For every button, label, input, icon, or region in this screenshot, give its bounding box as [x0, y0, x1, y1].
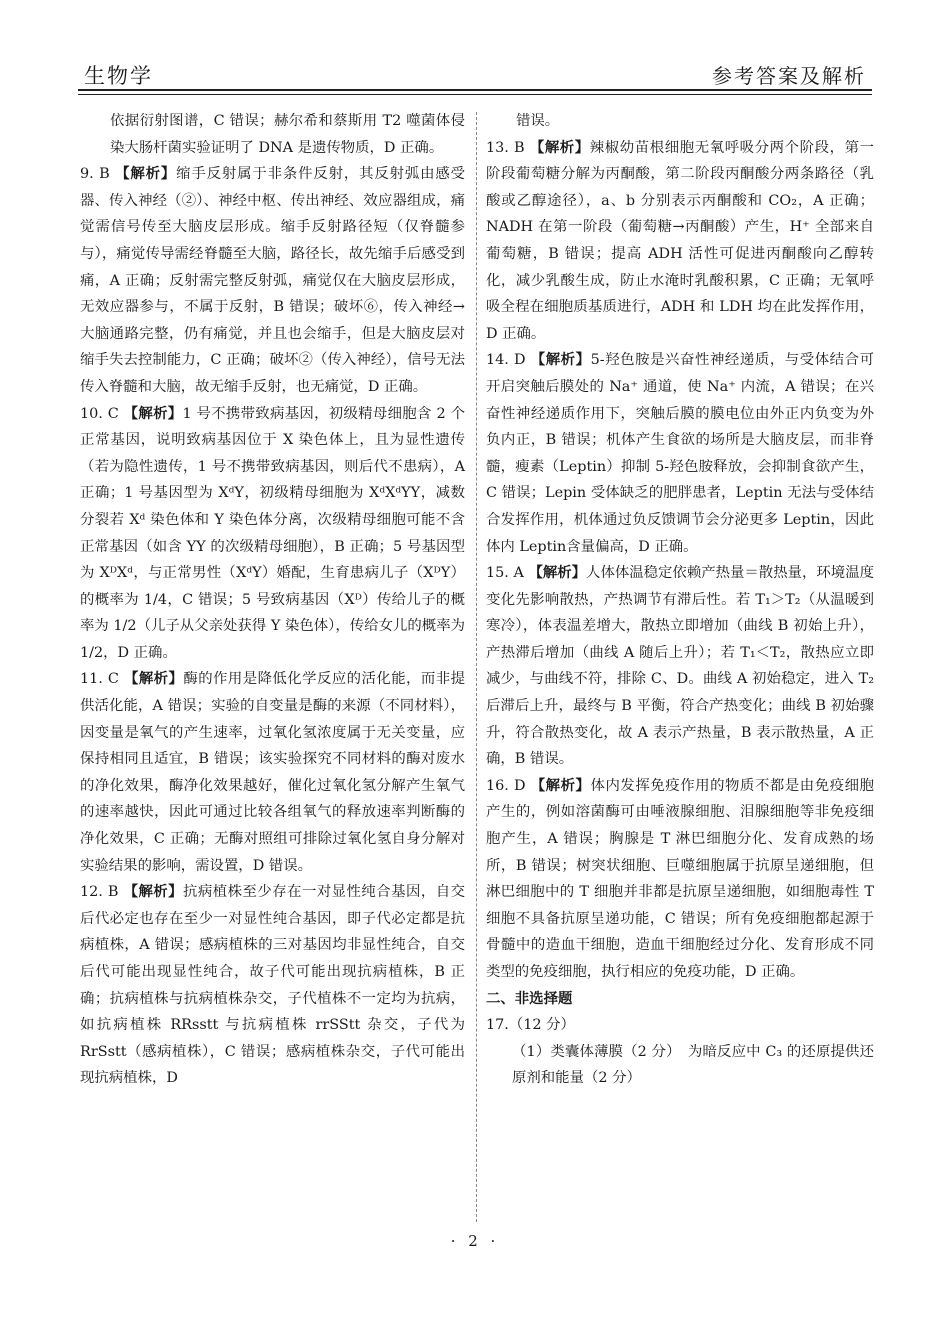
answer-9 — [80, 161, 465, 400]
analysis-text: 5-羟色胺是兴奋性神经递质，与受体结合可开启突触后膜处的 Na⁺ 通道，使 Na⁺ 内流，A 错误；在兴奋性神经递质作用下，突触后膜的膜电位由外正内负变为外负内正，B 错误；机体产生食欲的场所是大脑皮层，而非脊髓，瘦素（Leptin）抑制 5-羟色胺释放，会抑制食欲产生，C 错误；Lepin 受体缺乏的肥胖患者，Leptin 无法与受体结合发挥作用，机体通过负反馈调节会分泌更多 Leptin，因此体内 Leptin含量偏高，D 正确。 — [486, 352, 874, 555]
answer-number: 14. D — [486, 352, 526, 369]
column-divider — [476, 112, 477, 1222]
answer-number: 12. B — [80, 884, 119, 901]
answer-12 — [80, 879, 465, 1092]
analysis-text: 人体体温稳定依赖产热量＝散热量，环境温度变化先影响散热，产热调节有滞后性。若 T₁＞T₂（从温暖到寒冷），体表温差增大，散热立即增加（曲线 B 初始上升），产热滞后增加（曲线 A 随后上升）；若 T₁＜T₂，散热应立即减少，与曲线不符，排除 C、D。曲线 A 初始稳定，进入 T₂ 后滞后上升，最终与 B 平衡，符合产热变化；曲线 B 初始骤升，符合散热变化，故 A 表示产热量，B 表示散热量，A 正确，B 错误。 — [486, 565, 874, 768]
header-rule-thick — [78, 89, 872, 91]
analysis-text: 酶的作用是降低化学反应的活化能，而非提供活化能，A 错误；实验的自变量是酶的来源（不同材料），因变量是氧气的产生速率，过氧化氢浓度属于无关变量，应保持相同且适宜，B 错误；该实验探究不同材料的酶对废水的净化效果，酶净化效果越好，催化过氧化氢分解产生氧气的速率越快，因此可通过比较各组氧气的释放速率判断酶的净化效果，C 正确；无酶对照组可排除过氧化氢自身分解对实验结果的影响，需设置，D 错误。 — [80, 671, 465, 874]
answer-10 — [80, 401, 465, 667]
page-header — [78, 52, 872, 92]
analysis-text: 缩手反射属于非条件反射，其反射弧由感受器、传入神经（②）、神经中枢、传出神经、效应器组成，痛觉需信号传至大脑皮层形成。缩手反射路径短（仅脊髓参与），痛觉传导需经脊髓至大脑，路径长，故先缩手后感受到痛，A 正确；反射需完整反射弧，痛觉仅在大脑皮层形成，无效应器参与，不属于反射，B 错误；破坏⑥，传入神经→大脑通路完整，仍有痛觉，并且也会缩手，但是大脑皮层对缩手失去控制能力，C 正确；破坏②（传入神经），信号无法传入脊髓和大脑，故无缩手反射，也无痛觉，D 正确。 — [80, 166, 465, 395]
answer-13 — [486, 135, 874, 348]
answer-number: 16. D — [486, 777, 526, 794]
analysis-tag: 【解析】 — [123, 404, 183, 422]
answer-14 — [486, 347, 874, 560]
continuation-text: 依据衍射图谱，C 错误；赫尔希和蔡斯用 T2 噬菌体侵染大肠杆菌实验证明了 DNA 是遗传物质，D 正确。 — [110, 113, 465, 156]
page-number: · 2 · — [450, 1232, 500, 1250]
header-rule-thin — [78, 94, 872, 95]
answer-17-part-1: （1）类囊体薄膜（2 分） 为暗反应中 C₃ 的还原提供还原剂和能量（2 分） — [512, 1043, 874, 1087]
right-column — [486, 108, 874, 1092]
answer-17-number: 17.（12 分） — [486, 1017, 575, 1034]
section-heading: 二、非选择题 — [486, 989, 573, 1007]
answer-number: 11. C — [80, 671, 119, 688]
answer-15 — [486, 560, 874, 773]
analysis-tag: 【解析】 — [529, 138, 590, 156]
left-column — [80, 108, 465, 1092]
analysis-tag: 【解析】 — [115, 165, 177, 183]
subject-title: 生物学 — [84, 64, 153, 88]
answer-number: 9. B — [80, 166, 110, 183]
analysis-tag: 【解析】 — [530, 351, 591, 369]
analysis-tag: 【解析】 — [123, 670, 184, 688]
analysis-text: 体内发挥免疫作用的物质不都是由免疫细胞产生的，例如溶菌酶可由唾液腺细胞、泪腺细胞等非免疫细胞产生，A 错误；胸腺是 T 淋巴细胞分化、发育成熟的场所，B 错误；树突状细胞、巨噬细胞属于抗原呈递细胞，但淋巴细胞中的 T 细胞并非都是抗原呈递细胞，如细胞毒性 T 细胞不具备抗原呈递功能，C 错误；所有免疫细胞都起源于骨髓中的造血干细胞，造血干细胞经过分化、发育形成不同类型的免疫细胞，执行相应的免疫功能，D 正确。 — [486, 777, 874, 980]
answer-11 — [80, 666, 465, 879]
analysis-tag: 【解析】 — [530, 776, 591, 794]
continuation-text: 错误。 — [516, 113, 560, 129]
answer-number: 10. C — [80, 405, 119, 422]
answer-number: 13. B — [486, 139, 525, 156]
analysis-tag: 【解析】 — [528, 564, 587, 582]
analysis-text: 抗病植株至少存在一对显性纯合基因，自交后代必定也存在至少一对显性纯合基因，即子代必定都是抗病植株，A 错误；感病植株的三对基因均非显性纯合，自交后代可能出现显性纯合，故子代可能出现抗病植株，B 正确；抗病植株与抗病植株杂交，子代植株不一定均为抗病，如抗病植株 RRsstt 与抗病植株 rrSStt 杂交，子代为 RrSstt（感病植株），C 错误；感病植株杂交，子代可能出现抗病植株，D — [80, 884, 465, 1087]
analysis-text: 1 号不携带致病基因，初级精母细胞含 2 个正常基因，说明致病基因位于 X 染色体上，且为显性遗传（若为隐性遗传，1 号不携带致病基因，则后代不患病），A 正确；1 号基因型为 XᵈY，初级精母细胞为 XᵈXᵈYY，减数分裂若 Xᵈ 染色体和 Y 染色体分离，次级精母细胞可能不含正常基因（如含 YY 的次级精母细胞），B 正确；5 号基因型为 XᴰXᵈ，与正常男性（XᵈY）婚配，生育患病儿子（XᴰY）的概率为 1/4，C 错误；5 号致病基因（Xᴰ）传给儿子的概率为 1/2（儿子从父亲处获得 Y 染色体），传给女儿的概率为 1/2，D 正确。 — [80, 405, 465, 661]
analysis-tag: 【解析】 — [123, 883, 184, 901]
answer-number: 15. A — [486, 565, 524, 582]
analysis-text: 辣椒幼苗根细胞无氧呼吸分两个阶段，第一阶段葡萄糖分解为丙酮酸，第二阶段丙酮酸分两条路径（乳酸或乙醇途径），a、b 分别表示丙酮酸和 CO₂，A 正确；NADH 在第一阶段（葡萄糖→丙酮酸）产生，H⁺ 全部来自葡萄糖，B 错误；提高 ADH 活性可促进丙酮酸向乙醇转化，减少乳酸生成，防止水淹时乳酸积累，C 正确；无氧呼吸全程在细胞质基质进行，ADH 和 LDH 均在此发挥作用，D 正确。 — [486, 139, 874, 342]
answer-16 — [486, 773, 874, 986]
document-title: 参考答案及解析 — [712, 64, 866, 88]
